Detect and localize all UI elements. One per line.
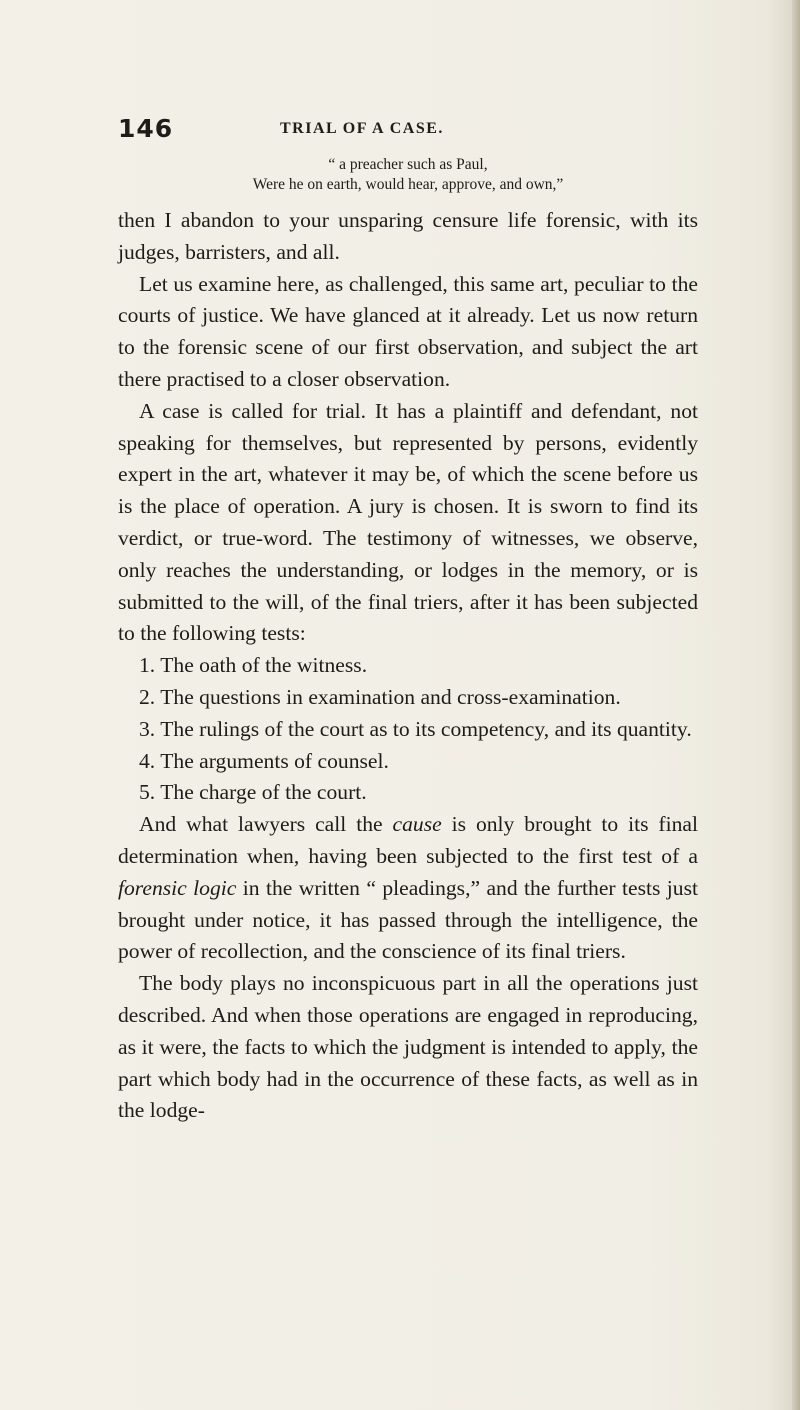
list-item: 4. The arguments of counsel. [139, 748, 389, 773]
list-item: 1. The oath of the witness. [139, 653, 368, 678]
paragraph-4-mid: is only brought to its final determination when, having been subjected to the first test of a [118, 812, 698, 868]
paragraph-1: then I abandon to your unsparing censure life forensic, with its judges, barristers, and all. [118, 208, 698, 264]
running-head: TRIAL OF A CASE. [280, 120, 444, 137]
paragraph-5: The body plays no inconspicuous part in all the operations just described. And when those operations are engaged in reproducing, as it were, the facts to which the judgment is intended to apply, the part which body had in the occurrence of these facts, as well as in the lodge- [118, 971, 698, 1123]
quote-line-2: Were he on earth, would hear, approve, and own,” [252, 176, 564, 193]
italic-cause: cause [392, 812, 442, 837]
verse-quote [118, 155, 698, 195]
page-edge-shadow [792, 0, 800, 1410]
page-number: 146 [118, 114, 174, 143]
italic-forensic-logic: forensic logic [118, 875, 237, 900]
paragraph-3: A case is called for trial. It has a plaintiff and defendant, not speaking for themselves, but represented by persons, evidently expert in the art, whatever it may be, of which the scene before us is the place of operation. A jury is chosen. It is sworn to find its verdict, or true-word. The testimony of witnesses, we observe, only reaches the understanding, or lodges in the memory, or is submitted to the will, of the final triers, after it has been subjected to the following tests: [118, 398, 698, 646]
paragraph-4 [118, 809, 698, 968]
quote-line-1: “ a preacher such as Paul, [328, 156, 488, 173]
paragraph-4-end: in the written “ pleadings,” and the further tests just brought under notice, it has passed through the intelligence, the power of recollection, and the conscience of its final triers. [118, 875, 698, 964]
list-item: 2. The questions in examination and cross-examination. [139, 684, 621, 709]
paragraph-2: Let us examine here, as challenged, this same art, peculiar to the courts of justice. We have glanced at it already. Let us now return to the forensic scene of our first observation, and subject the art there practised to a closer observation. [118, 271, 698, 391]
list-item: 3. The rulings of the court as to its competency, and its quantity. [139, 716, 692, 741]
paragraph-4-start: And what lawyers call the [139, 812, 393, 837]
list-item: 5. The charge of the court. [139, 780, 367, 805]
body-text [118, 205, 698, 1127]
page-header [115, 114, 705, 144]
